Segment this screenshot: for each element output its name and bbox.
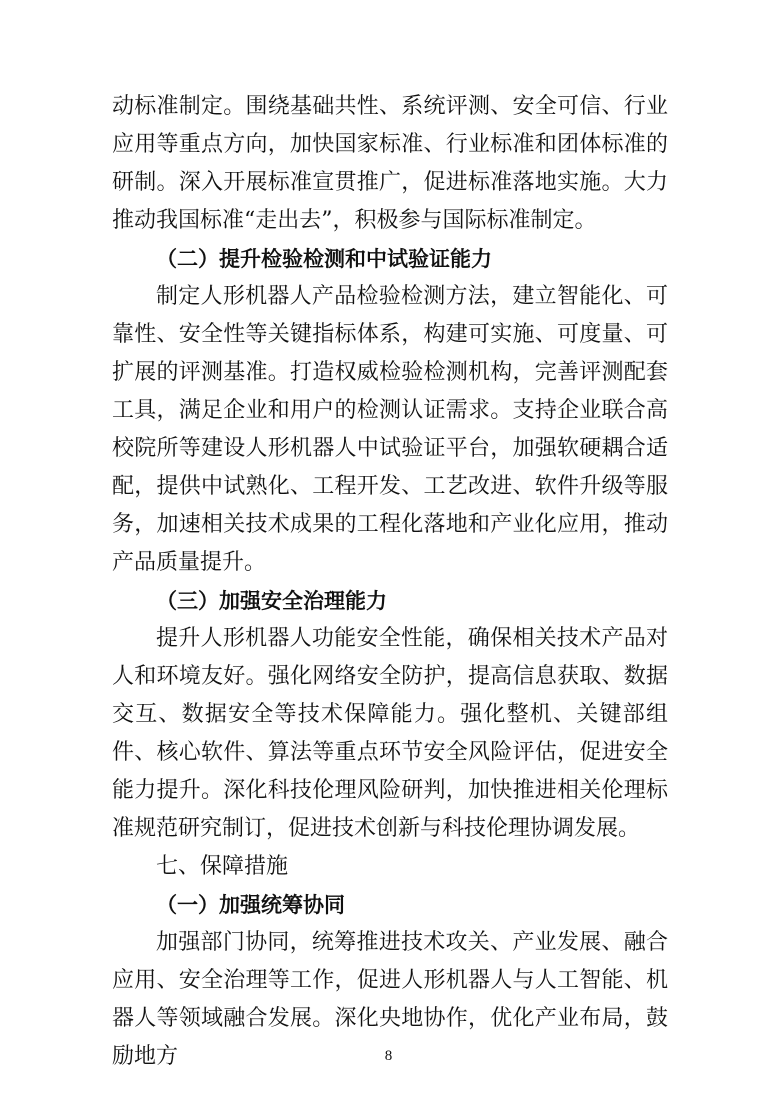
subheading-safety-governance: （三）加强安全治理能力 — [156, 589, 387, 613]
section-heading-safeguards: 七、保障措施 — [156, 854, 289, 879]
paragraph-testing-capability: 制定人形机器人产品检验检测方法，建立智能化、可靠性、安全性等关键指标体系，构建可实施、可度量、可扩展的评测基准。打造权威检验检测机构，完善评测配套工具，满足企业和用户的检测认证需求。支持企业联合高校院所等建设人形机器人中试验证平台，加强软硬耦合适配，提供中试熟化、工程开发、工艺改进、软件升级等服务，加速相关技术成果的工程化落地和产业化应用，推动产品质量提升。 — [112, 284, 668, 575]
paragraph-safety-governance: 提升人形机器人功能安全性能，确保相关技术产品对人和环境友好。强化网络安全防护，提高信息获取、数据交互、数据安全等技术保障能力。强化整机、关键部组件、核心软件、算法等重点环节安全风险评估，促进安全能力提升。深化科技伦理风险研判，加快推进相关伦理标准规范研究制订，促进技术创新与科技伦理协调发展。 — [112, 626, 668, 841]
document-body — [112, 88, 668, 1076]
page-number: 8 — [384, 1048, 393, 1064]
subheading-coordination: （一）加强统筹协同 — [156, 893, 345, 917]
paragraph-standards-continued: 动标准制定。围绕基础共性、系统评测、安全可信、行业应用等重点方向，加快国家标准、行业标准和团体标准的研制。深入开展标准宣贯推广，促进标准落地实施。大力推动我国标准“走出去”，积极参与国际标准制定。 — [112, 94, 668, 233]
paragraph-coordination: 加强部门协同，统筹推进技术攻关、产业发展、融合应用、安全治理等工作，促进人形机器人与人工智能、机器人等领域融合发展。深化央地协作，优化产业布局，鼓励地方 — [112, 930, 668, 1069]
subheading-testing-capability: （二）提升检验检测和中试验证能力 — [156, 247, 492, 271]
